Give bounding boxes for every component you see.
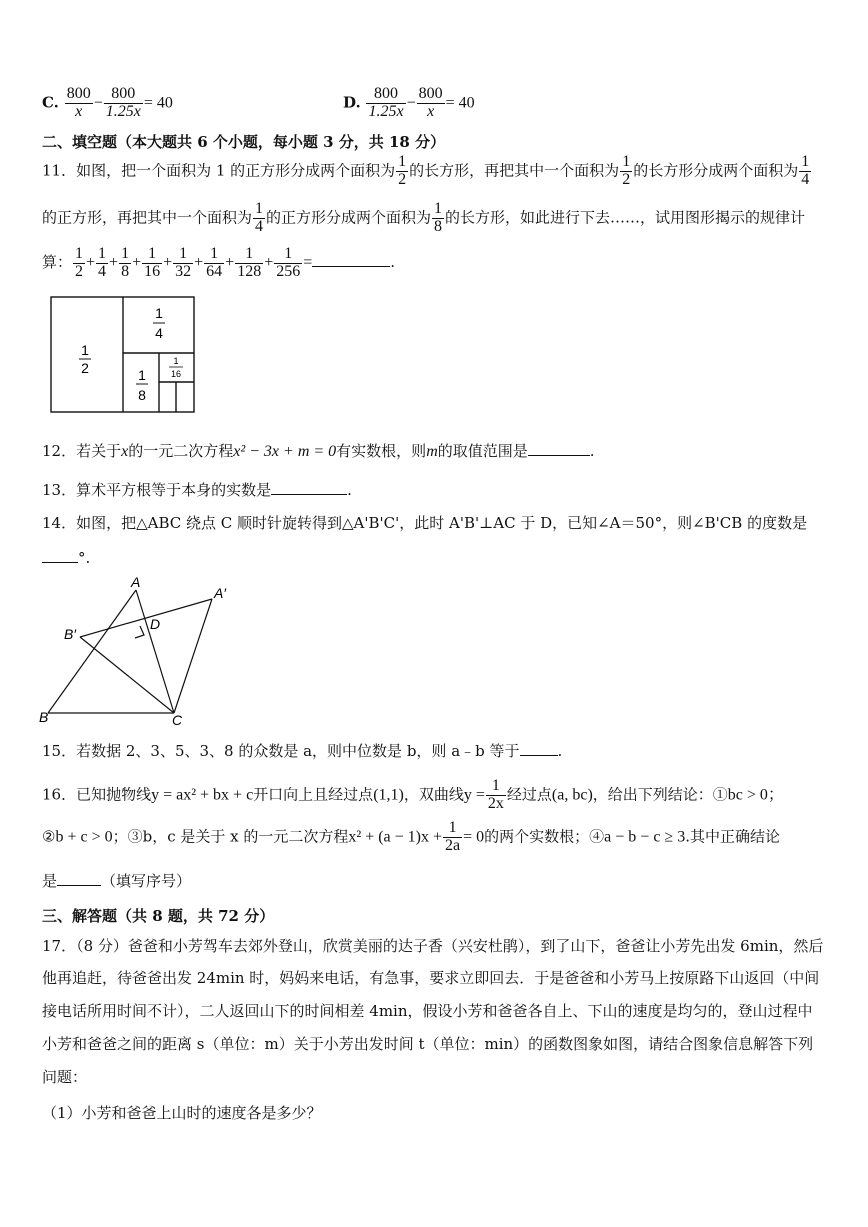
point-c-label: C [172,712,183,728]
section-3-heading: 三、解答题（共 8 题，共 72 分） [42,907,275,925]
point-d-label: D [150,616,161,632]
answer-blank [42,548,78,563]
point-a-prime-label: A′ [214,585,226,601]
question-17-part1: （1）小芳和爸爸上山时的速度各是多少？ [42,1104,322,1122]
question-16-line1: 16．已知抛物线y = ax² + bx + c开口向上且经过点(1,1)，双曲线y = $\frac{1}{2x}$ 经过点(a, bc)，给出下列结论：①bc > 0； [42,777,784,812]
option-c: C. $\frac{800}{x}$ − $\frac{800}{1.25x}$ = 40 [42,85,173,120]
question-11-line2: 的正方形，再把其中一个面积为 $\frac{1}{4}$ 的正方形分成两个面积为 $\frac{1}{8}$ 的长方形，如此进行下去……，试用图形揭示的规律计 [42,200,806,235]
plus-sign: + [109,253,119,271]
plus-sign: + [163,253,173,271]
section-2-heading: 二、填空题（本大题共 6 个小题，每小题 3 分，共 18 分） [42,133,446,151]
answer-blank [528,441,590,456]
sum-term-fraction: $\frac{1}{8}$ [121,245,130,280]
fraction: $\frac{800}{x}$ [66,85,91,120]
question-17-line2: 他再追赶，待爸爸出发 24min 时，妈妈来电话，有急事，要求立即回去．于是爸爸和小芳马上按原路下山返回（中间 [42,969,820,987]
label-eighth-den: 8 [138,387,146,403]
plus-sign: + [86,253,96,271]
sum-term-fraction: $\frac{1}{64}$ [206,245,223,280]
label-half-num: 1 [81,342,89,358]
fraction: $\frac{800}{1.25x}$ [105,85,141,120]
label-quarter-num: 1 [155,305,163,321]
question-15: 15．若数据 2、3、5、3、8 的众数是 a，则中位数是 b，则 a﹣b 等于 . [42,742,563,760]
answer-blank [312,252,390,267]
question-17-line5: 问题： [42,1068,88,1086]
sum-term-fraction: $\frac{1}{32}$ [175,245,192,280]
question-14-line2: °. [42,548,90,567]
question-17-line3: 接电话所用时间不计），二人返回山下的时间相差 4min，假设小芳和爸爸各自上、下山的速度是均匀的，登山过程中 [42,1002,813,1020]
label-half-den: 2 [81,360,89,376]
sum-term-fraction: $\frac{1}{128}$ [237,245,262,280]
question-11-line1: 11．如图，把一个面积为 1 的正方形分成两个面积为 $\frac{1}{2}$ 的长方形，再把其中一个面积为 $\frac{1}{2}$ 的长方形分成两个面积为 $\frac{1}{4}$ [42,153,810,188]
point-b-prime-label: B′ [64,626,76,642]
question-16-line2: ②b + c > 0；③b，c 是关于 x 的一元二次方程x² + (a − 1)x + $\frac{1}{2a}$ = 0的两个实数根；④a − b − c ≥ 3.其中正确结论 [42,819,780,854]
answer-blank [520,741,558,756]
question-12: 12．若关于x的一元二次方程x² − 3x + m = 0有实数根，则m的取值范围是 . [42,442,595,460]
question-13: 13．算术平方根等于本身的实数是 . [42,481,352,499]
sum-term-fraction: $\frac{1}{2}$ [75,245,84,280]
fraction: $\frac{800}{1.25x}$ [368,85,404,120]
answer-blank [57,871,101,886]
sum-term-fraction: $\frac{1}{4}$ [98,245,107,280]
label-eighth-num: 1 [138,367,146,383]
question-17-line4: 小芳和爸爸之间的距离 s（单位：m）关于小芳出发时间 t（单位：min）的函数图象如图，请结合图象信息解答下列 [42,1035,814,1053]
plus-sign: + [132,253,142,271]
answer-blank [271,480,347,495]
point-b-label: B [39,709,49,725]
sum-term-fraction: $\frac{1}{16}$ [144,245,161,280]
figure-11-squares [50,296,196,414]
label-sixteenth-den: 16 [170,369,182,379]
plus-sign: + [194,253,204,271]
plus-sign: + [225,253,235,271]
sum-term-fraction: $\frac{1}{256}$ [276,245,301,280]
label-sixteenth-num: 1 [173,356,179,366]
figure-14-triangles [36,572,236,728]
question-17-line1: 17．（8 分）爸爸和小芳驾车去郊外登山，欣赏美丽的达子香（兴安杜鹃），到了山下，爸爸让小芳先出发 6min，然后 [42,937,824,955]
question-11-line3: 算： $\frac{1}{2}$ + $\frac{1}{4}$ + $\frac{1}{8}$ + $\frac{1}{16}$ + $\frac{1}{32}$ + $\frac{1}{64}$ + $\frac{1}{128}$ + $\frac{1}{256}$ = . [42,245,396,280]
question-14-line1: 14．如图，把△ABC 绕点 C 顺时针旋转得到△A'B'C'，此时 A'B'⊥AC 于 D，已知∠A＝50°，则∠B'CB 的度数是 [42,514,808,532]
plus-sign: + [264,253,274,271]
point-a-label: A [131,574,141,590]
fraction: $\frac{800}{x}$ [418,85,443,120]
question-16-line3: 是 （填写序号） [42,872,192,890]
option-d: D. $\frac{800}{1.25x}$ − $\frac{800}{x}$ = 40 [343,85,475,120]
label-quarter-den: 4 [155,325,163,341]
